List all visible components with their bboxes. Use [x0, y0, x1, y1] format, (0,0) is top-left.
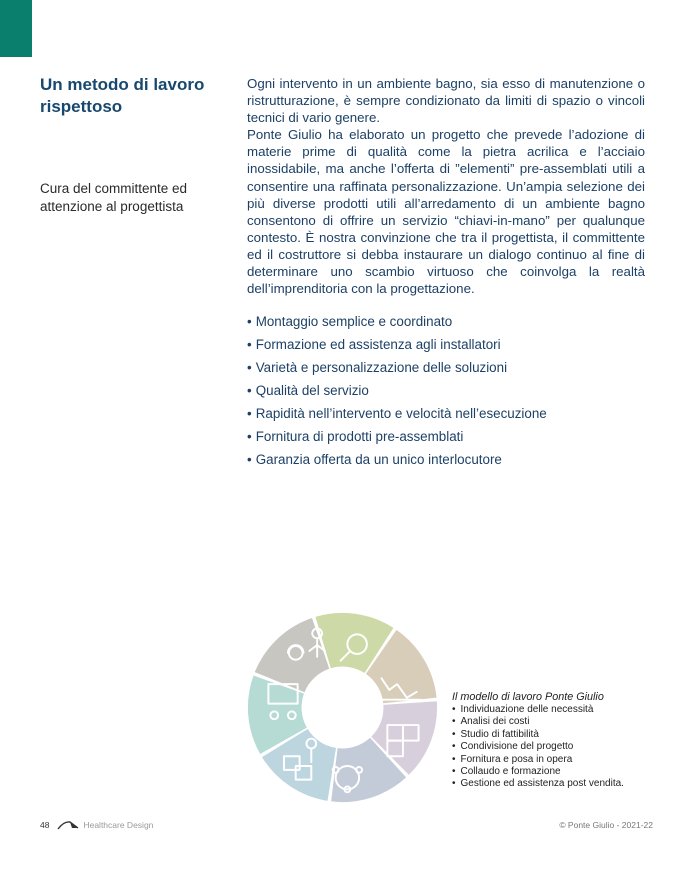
footer-section: Healthcare Design — [83, 820, 154, 830]
intro-paragraph-2: Ponte Giulio ha elaborato un progetto che prevede l’adozione di materie prime di qualità come la pietra acrilica e l’acciaio inossidabile, ma anche l’offerta di ”elementi” pre-assemblati utili a consentire una raffinata personalizzazione. Un’ampia selezione dei più diverse prodotti utili all’arredamento di un ambiente bagno consentono di offrire un servizio “chiavi-in-mano” per qualunque contesto. È nostra convinzione che tra il progettista, il committente ed il costruttore si debba instaurare un dialogo continuo al fine di determinare uno scambio virtuoso che coinvolga la realtà dell’imprenditoria con la progettazione. — [247, 127, 645, 297]
list-item: • Montaggio semplice e coordinato — [247, 310, 667, 333]
footer-left — [40, 820, 153, 830]
caption-list — [452, 704, 692, 791]
intro-text — [247, 75, 645, 297]
list-item: • Varietà e personalizzazione delle soluzioni — [247, 356, 667, 379]
bridge-logo-icon — [57, 820, 79, 830]
list-item: • Gestione ed assistenza post vendita. — [452, 778, 692, 790]
caption-title: Il modello di lavoro Ponte Giulio — [452, 691, 604, 703]
wheel-caption — [452, 690, 692, 791]
corner-color-tab — [0, 0, 32, 57]
page-title: Un metodo di lavoro rispettoso — [40, 75, 205, 116]
list-item: • Fornitura e posa in opera — [452, 754, 692, 766]
work-model-wheel — [245, 610, 440, 805]
list-item: • Analisi dei costi — [452, 716, 692, 728]
list-item: • Collaudo e formazione — [452, 766, 692, 778]
intro-paragraph-1: Ogni intervento in un ambiente bagno, sia esso di manutenzione o ristrutturazione, è sempre condizionato da limiti di spazio o vincoli tecnici di vario genere. — [247, 76, 645, 126]
benefits-list — [247, 310, 667, 471]
list-item: • Garanzia offerta da un unico interlocutore — [247, 448, 667, 471]
list-item: • Condivisione del progetto — [452, 741, 692, 753]
list-item: • Rapidità nell’intervento e velocità nell’esecuzione — [247, 402, 667, 425]
list-item: • Qualità del servizio — [247, 379, 667, 402]
list-item: • Individuazione delle necessità — [452, 704, 692, 716]
list-item: • Studio di fattibilità — [452, 729, 692, 741]
page-number: 48 — [40, 820, 50, 830]
page-subtitle: Cura del committente ed attenzione al progettista — [40, 181, 188, 214]
footer-copyright: © Ponte Giulio - 2021-22 — [559, 820, 653, 830]
list-item: • Fornitura di prodotti pre-assemblati — [247, 425, 667, 448]
list-item: • Formazione ed assistenza agli installatori — [247, 333, 667, 356]
